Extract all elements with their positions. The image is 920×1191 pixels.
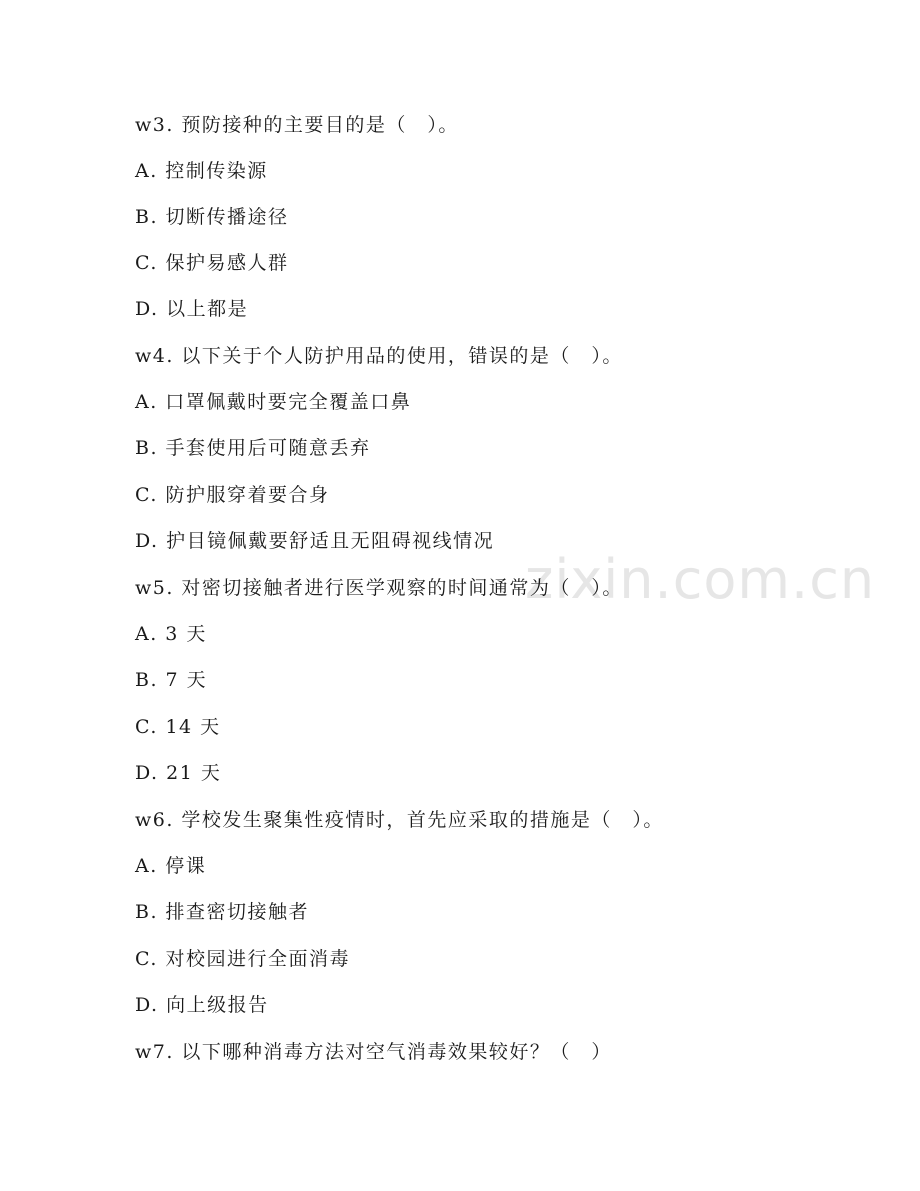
option-w5-c: C. 14 天 [135, 716, 221, 738]
option-w6-a: A. 停课 [135, 855, 207, 877]
option-w5-a: A. 3 天 [135, 623, 207, 645]
option-w4-d: D. 护目镜佩戴要舒适且无阻碍视线情况 [135, 530, 495, 552]
option-w3-c: C. 保护易感人群 [135, 252, 289, 274]
option-w6-c: C. 对校园进行全面消毒 [135, 948, 350, 970]
option-w6-d: D. 向上级报告 [135, 994, 269, 1016]
option-w4-a: A. 口罩佩戴时要完全覆盖口鼻 [135, 391, 412, 413]
option-w3-a: A. 控制传染源 [135, 160, 268, 182]
option-w5-b: B. 7 天 [135, 669, 208, 691]
question-stem-w3: w3. 预防接种的主要目的是（ ）。 [135, 114, 459, 136]
option-w6-b: B. 排查密切接触者 [135, 901, 310, 923]
option-w5-d: D. 21 天 [135, 762, 222, 784]
option-w3-b: B. 切断传播途径 [135, 206, 289, 228]
option-w4-c: C. 防护服穿着要合身 [135, 484, 330, 506]
question-stem-w7: w7. 以下哪种消毒方法对空气消毒效果较好？（ ） [135, 1041, 612, 1063]
watermark: zixin.com.cn [525, 548, 876, 611]
option-w3-d: D. 以上都是 [135, 298, 249, 320]
question-stem-w6: w6. 学校发生聚集性疫情时，首先应采取的措施是（ ）。 [135, 809, 664, 831]
question-stem-w5: w5. 对密切接触者进行医学观察的时间通常为（ ）。 [135, 577, 623, 599]
option-w4-b: B. 手套使用后可随意丢弃 [135, 437, 371, 459]
question-stem-w4: w4. 以下关于个人防护用品的使用，错误的是（ ）。 [135, 345, 623, 367]
